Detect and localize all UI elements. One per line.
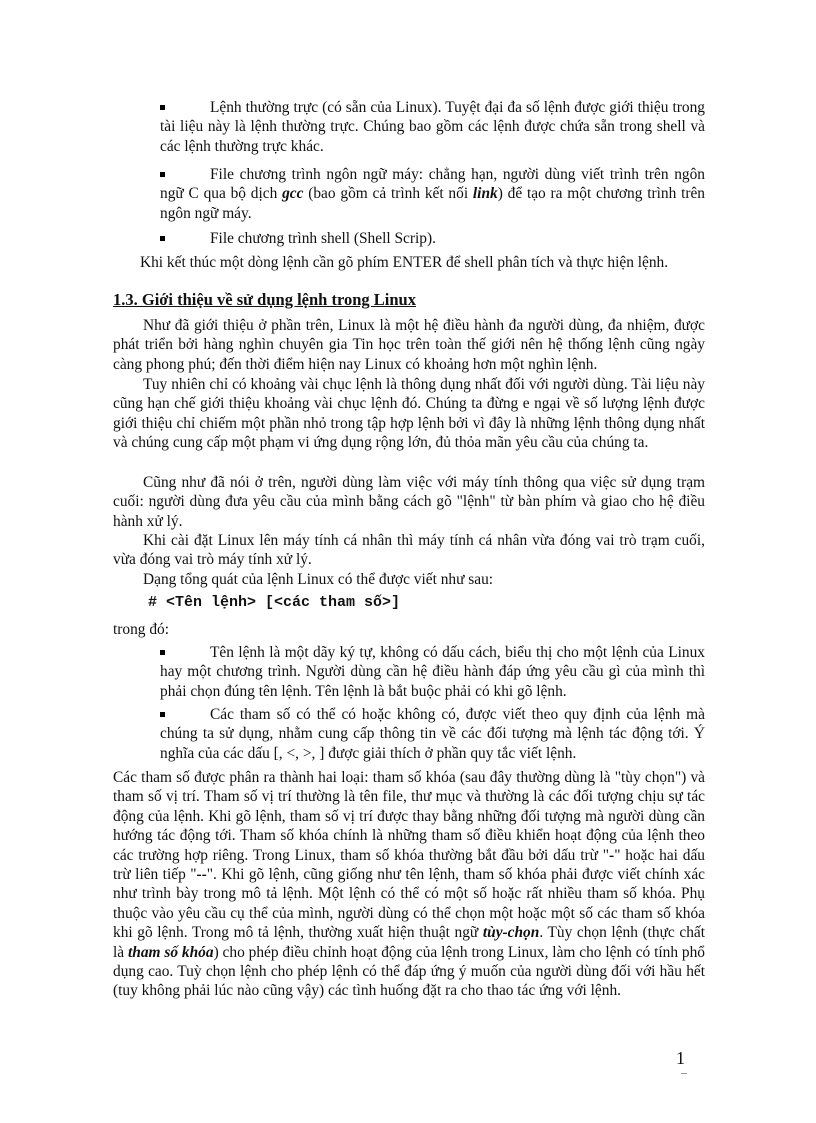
- final-text-4: . Tùy chọn lệnh (thực chất là: [113, 924, 705, 961]
- bullet-item: [160, 98, 705, 156]
- tuy-chon-term: tùy-chọn: [482, 924, 540, 942]
- link-term: link: [472, 185, 498, 203]
- bullet-lead: Lệnh thường trực (có sẵn của Linux). Tuyệt đại đa số lệnh được giới thiệu: [210, 99, 669, 116]
- section-heading: 1.3. Giới thiệu về sử dụng lệnh trong Linux: [113, 290, 416, 309]
- enter-sentence: Khi kết thúc một dòng lệnh cần gõ phím ENTER để shell phân tích và thực hiện lệnh.: [140, 254, 669, 271]
- bullet-rest: chúng ta sử dụng, nhằm cung cấp thông tin về các đối tượng mà lệnh tác động tới. Ý nghĩa của các dấu [, <, >, ] được giải thích ở phần quy tắc viết lệnh.: [160, 725, 705, 762]
- tham-so-khoa-term: tham số khóa: [127, 943, 214, 961]
- final-text-2: " hoặc hai dấu trừ liên tiếp ": [113, 846, 706, 884]
- final-text-3: ". Khi gõ lệnh, cũng giống như tên lệnh, tham số khóa phải được viết chính xác như trình bày trong mô tả lệnh. Một lệnh có thể có một số hoặc rất nhiều tham số khóa. Phụ thuộc vào yêu cầu cụ thể của mình, người dùng có thể chọn một hoặc một số các tham số khóa khi gõ lệnh. Trong mô tả lệnh, thường xuất hiện thuật ngữ: [113, 866, 705, 942]
- bullet-rest: ngữ C qua bộ dịch: [160, 185, 283, 203]
- bullet-item: [160, 705, 705, 763]
- final-text-5: ) cho phép điều chỉnh hoạt động của lệnh trong Linux, làm cho lệnh có tính phổ dụng cao. Tuỳ chọn lệnh cho phép lệnh có thể đáp ứng ý muốn của người dùng đối với hầu hết (tuy không phải lúc nào cũng vậy) các tình huống đặt ra cho thao tác ứng với lệnh.: [113, 943, 705, 1000]
- bullet-rest: Linux hay một chương trình. Người dùng cần hệ điều hành đáp ứng yêu cầu gì của mình thì phải chọn đúng tên lệnh. Tên lệnh là bắt buộc phải có khi gõ lệnh.: [160, 644, 705, 700]
- bullet-rest-after: ) để tạo ra một chương trình trên ngôn ngữ máy.: [160, 185, 705, 222]
- command-syntax: # <Tên lệnh> [<các tham số>]: [148, 594, 401, 611]
- bullet-lead: File chương trình ngôn ngữ máy: chẳng hạn, người dùng viết trình trên ngôn: [210, 166, 705, 183]
- paragraph: Dạng tổng quát của lệnh Linux có thể được viết như sau:: [143, 571, 494, 588]
- gcc-term: gcc: [282, 185, 304, 203]
- page-number-underline: [681, 1073, 687, 1074]
- final-text-1: Các tham số được phân ra thành hai loại: tham số khóa (sau đây thường dùng là "tùy chọn") và tham số vị trí. Tham số vị trí thường là tên file, thư mục và thường là các đối tượng chịu sự tác động của lệnh. Khi gõ lệnh, tham số vị trí được thay bằng những đối tượng mà người dùng cần hướng tác động tới. Tham số khóa chính là những tham số điều khiển hoạt động của lệnh theo các trường hợp riêng. Trong Linux, tham số khóa thường bắt đầu bởi dấu trừ ": [113, 769, 705, 864]
- bullet-rest-mid: (bao gồm cả trình kết nối: [303, 185, 473, 203]
- paragraph: Cũng như đã nói ở trên, người dùng làm việc với máy tính thông qua việc sử dụng trạm cuối: người dùng đưa yêu cầu của mình bằng cách gõ "lệnh" từ bàn phím và giao cho hệ điều hành xử lý.: [113, 474, 705, 530]
- dash-double: --: [196, 866, 207, 884]
- final-paragraph: [113, 768, 705, 1001]
- bullet-lead: Các tham số có thể có hoặc không có, được viết theo quy định của lệnh mà: [210, 706, 705, 723]
- bullet-item: [160, 643, 705, 701]
- bullet-lead: File chương trình shell (Shell Scrip).: [210, 230, 436, 247]
- bullet-item: [160, 165, 705, 223]
- paragraph: Tuy nhiên chỉ có khoảng vài chục lệnh là thông dụng nhất đối với người dùng. Tài liệu này cũng hạn chế giới thiệu khoảng vài chục lệnh đó. Chúng ta đừng e ngại về số lượng lệnh được giới thiệu chỉ chiếm một phần nhỏ trong tập hợp lệnh bởi vì đây là những lệnh thông dụng nhất và chúng cung cấp một phạm vi ứng dụng rộng lớn, đủ thỏa mãn yêu cầu của chúng ta.: [113, 376, 705, 452]
- bullet-item: [160, 229, 705, 248]
- paragraph: Như đã giới thiệu ở phần trên, Linux là một hệ điều hành đa người dùng, đa nhiệm, được phát triển bởi hàng nghìn chuyên gia Tin học trên toàn thế giới nên hệ thống lệnh cũng ngày càng phong phú; đến thời điểm hiện nay Linux có khoảng hơn một nghìn lệnh.: [113, 317, 705, 373]
- trong-do-label: trong đó:: [113, 621, 170, 638]
- page-number: 1: [676, 1048, 685, 1068]
- dash-single: -: [609, 846, 615, 864]
- bullet-lead: Tên lệnh là một dãy ký tự, không có dấu cách, biểu thị cho một lệnh của: [210, 644, 664, 661]
- paragraph: Khi cài đặt Linux lên máy tính cá nhân thì máy tính cá nhân vừa đóng vai trò trạm cuối, vừa đóng vai trò máy tính xử lý.: [113, 532, 705, 569]
- bullet-rest: trong tài liệu này là lệnh thường trực. Chúng bao gồm các lệnh được chứa sẵn trong shell và các lệnh thường trực khác.: [160, 99, 705, 155]
